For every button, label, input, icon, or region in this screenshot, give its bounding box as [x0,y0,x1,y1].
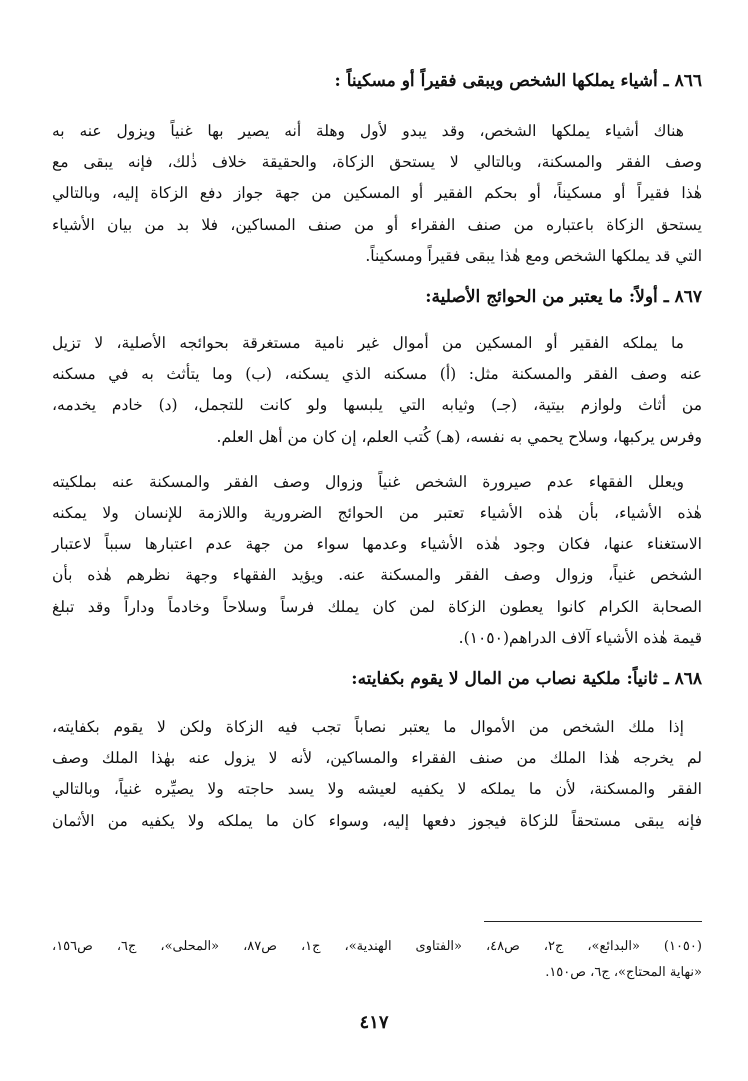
text-line: الصحابة الكرام كانوا يعطون الزكاة لمن كان يملك فرساً وسلاحاً وخادماً وداراً وقد تبلغ [52,597,702,616]
text-line: الشخص غنياً، وزوال وصف الفقر والمسكنة عنه. ويؤيد الفقهاء وجهة نظرهم هٰذه بأن [52,566,702,585]
text-line: من أثاث ولوازم بيتية، (جـ) وثيابه التي يلبسها ولو كانت للتجمل، (د) خادم يخدمه، [52,396,702,415]
section-866-paragraph [52,116,702,272]
text-line: هٰذا فقيراً أو مسكيناً، أو بحكم الفقير أو المسكين من جهة جواز دفع الزكاة إليه، وبالتالي [52,184,702,203]
text-line: عنه وصف الفقر والمسكنة مثل: (أ) مسكنه الذي يسكنه، (ب) وما يتأثث به في مسكنه [52,365,702,384]
text-line: ما يملكه الفقير أو المسكين من أموال غير نامية مستغرقة بحوائجه الأصلية، لا تزيل [52,334,684,353]
text-line: ويعلل الفقهاء عدم صيرورة الشخص غنياً وزوال وصف الفقر والمسكنة عنه بملكيته [52,472,684,491]
section-868-paragraph [52,712,702,837]
text-line: هٰذه الأشياء، بأن هٰذه الأشياء تعتبر من الحوائج الضرورية واللازمة للإنسان ولا يمكنه [52,504,702,523]
text-line: قيمة هٰذه الأشياء آلاف الدراهم(١٠٥٠). [458,628,702,647]
footnote-divider [484,921,702,922]
footnotes [52,934,702,986]
text-line: وفرس يركبها، وسلاح يحمي به نفسه، (هـ) كُتب العلم، إن كان من أهل العلم. [216,427,702,446]
text-line: الاستغناء عنها، فكان وجود هٰذه الأشياء وعدمها سواء من جهة عدم اعتبارها سبباً لاعتبار [52,535,702,554]
text-line: هناك أشياء يملكها الشخص، وقد يبدو لأول وهلة أنه يصير بها غنياً ويزول عنه به [52,122,684,140]
text-line: وصف الفقر والمسكنة، وبالتالي لا يستحق الزكاة، والحقيقة خلاف ذٰلك، فإنه يبقى مع [52,153,702,172]
section-heading-868: ٨٦٨ ـ ثانياً: ملكية نصاب من المال لا يقوم بكفايته: [351,669,702,690]
page-number: ٤١٧ [359,1012,389,1033]
section-heading-867: ٨٦٧ ـ أولاً: ما يعتبر من الحوائج الأصلية: [425,287,702,308]
text-line: الفقر والمسكنة، لأن ما يملكه لا يكفيه لعيشه ولا يسد حاجته ولا يصيِّره غنياً، وبالتالي [52,780,702,799]
text-line: لم يخرجه هٰذا الملك من صنف الفقراء والمساكين، لأنه لا يزول عنه بهٰذا الملك وصف [52,749,702,768]
section-heading-866: ٨٦٦ ـ أشياء يملكها الشخص ويبقى فقيراً أو مسكيناً : [334,71,702,91]
footnote-line: «نهاية المحتاج»، ج٦، ص١٥٠. [545,965,702,980]
text-line: إذا ملك الشخص من الأموال ما يعتبر نصاباً تجب فيه الزكاة ولكن لا يقوم بكفايته، [52,718,684,737]
footnote-line: (١٠٥٠) «البدائع»، ج٢، ص٤٨، «الفتاوى الهندية»، ج١، ص٨٧، «المحلى»، ج٦، ص١٥٦، [52,939,702,954]
text-line: فإنه يبقى مستحقاً للزكاة فيجوز دفعها إليه، وسواء كان ما يملكه ولا يكفيه من الأثمان [52,811,702,830]
section-867-paragraph-1 [52,328,702,453]
section-867-paragraph-2 [52,467,702,654]
text-line: يستحق الزكاة باعتباره من صنف الفقراء أو من صنف المساكين، فلا بد من بيان الأشياء [52,215,702,234]
text-line: التي قد يملكها الشخص ومع هٰذا يبقى فقيراً ومسكيناً. [365,246,702,265]
